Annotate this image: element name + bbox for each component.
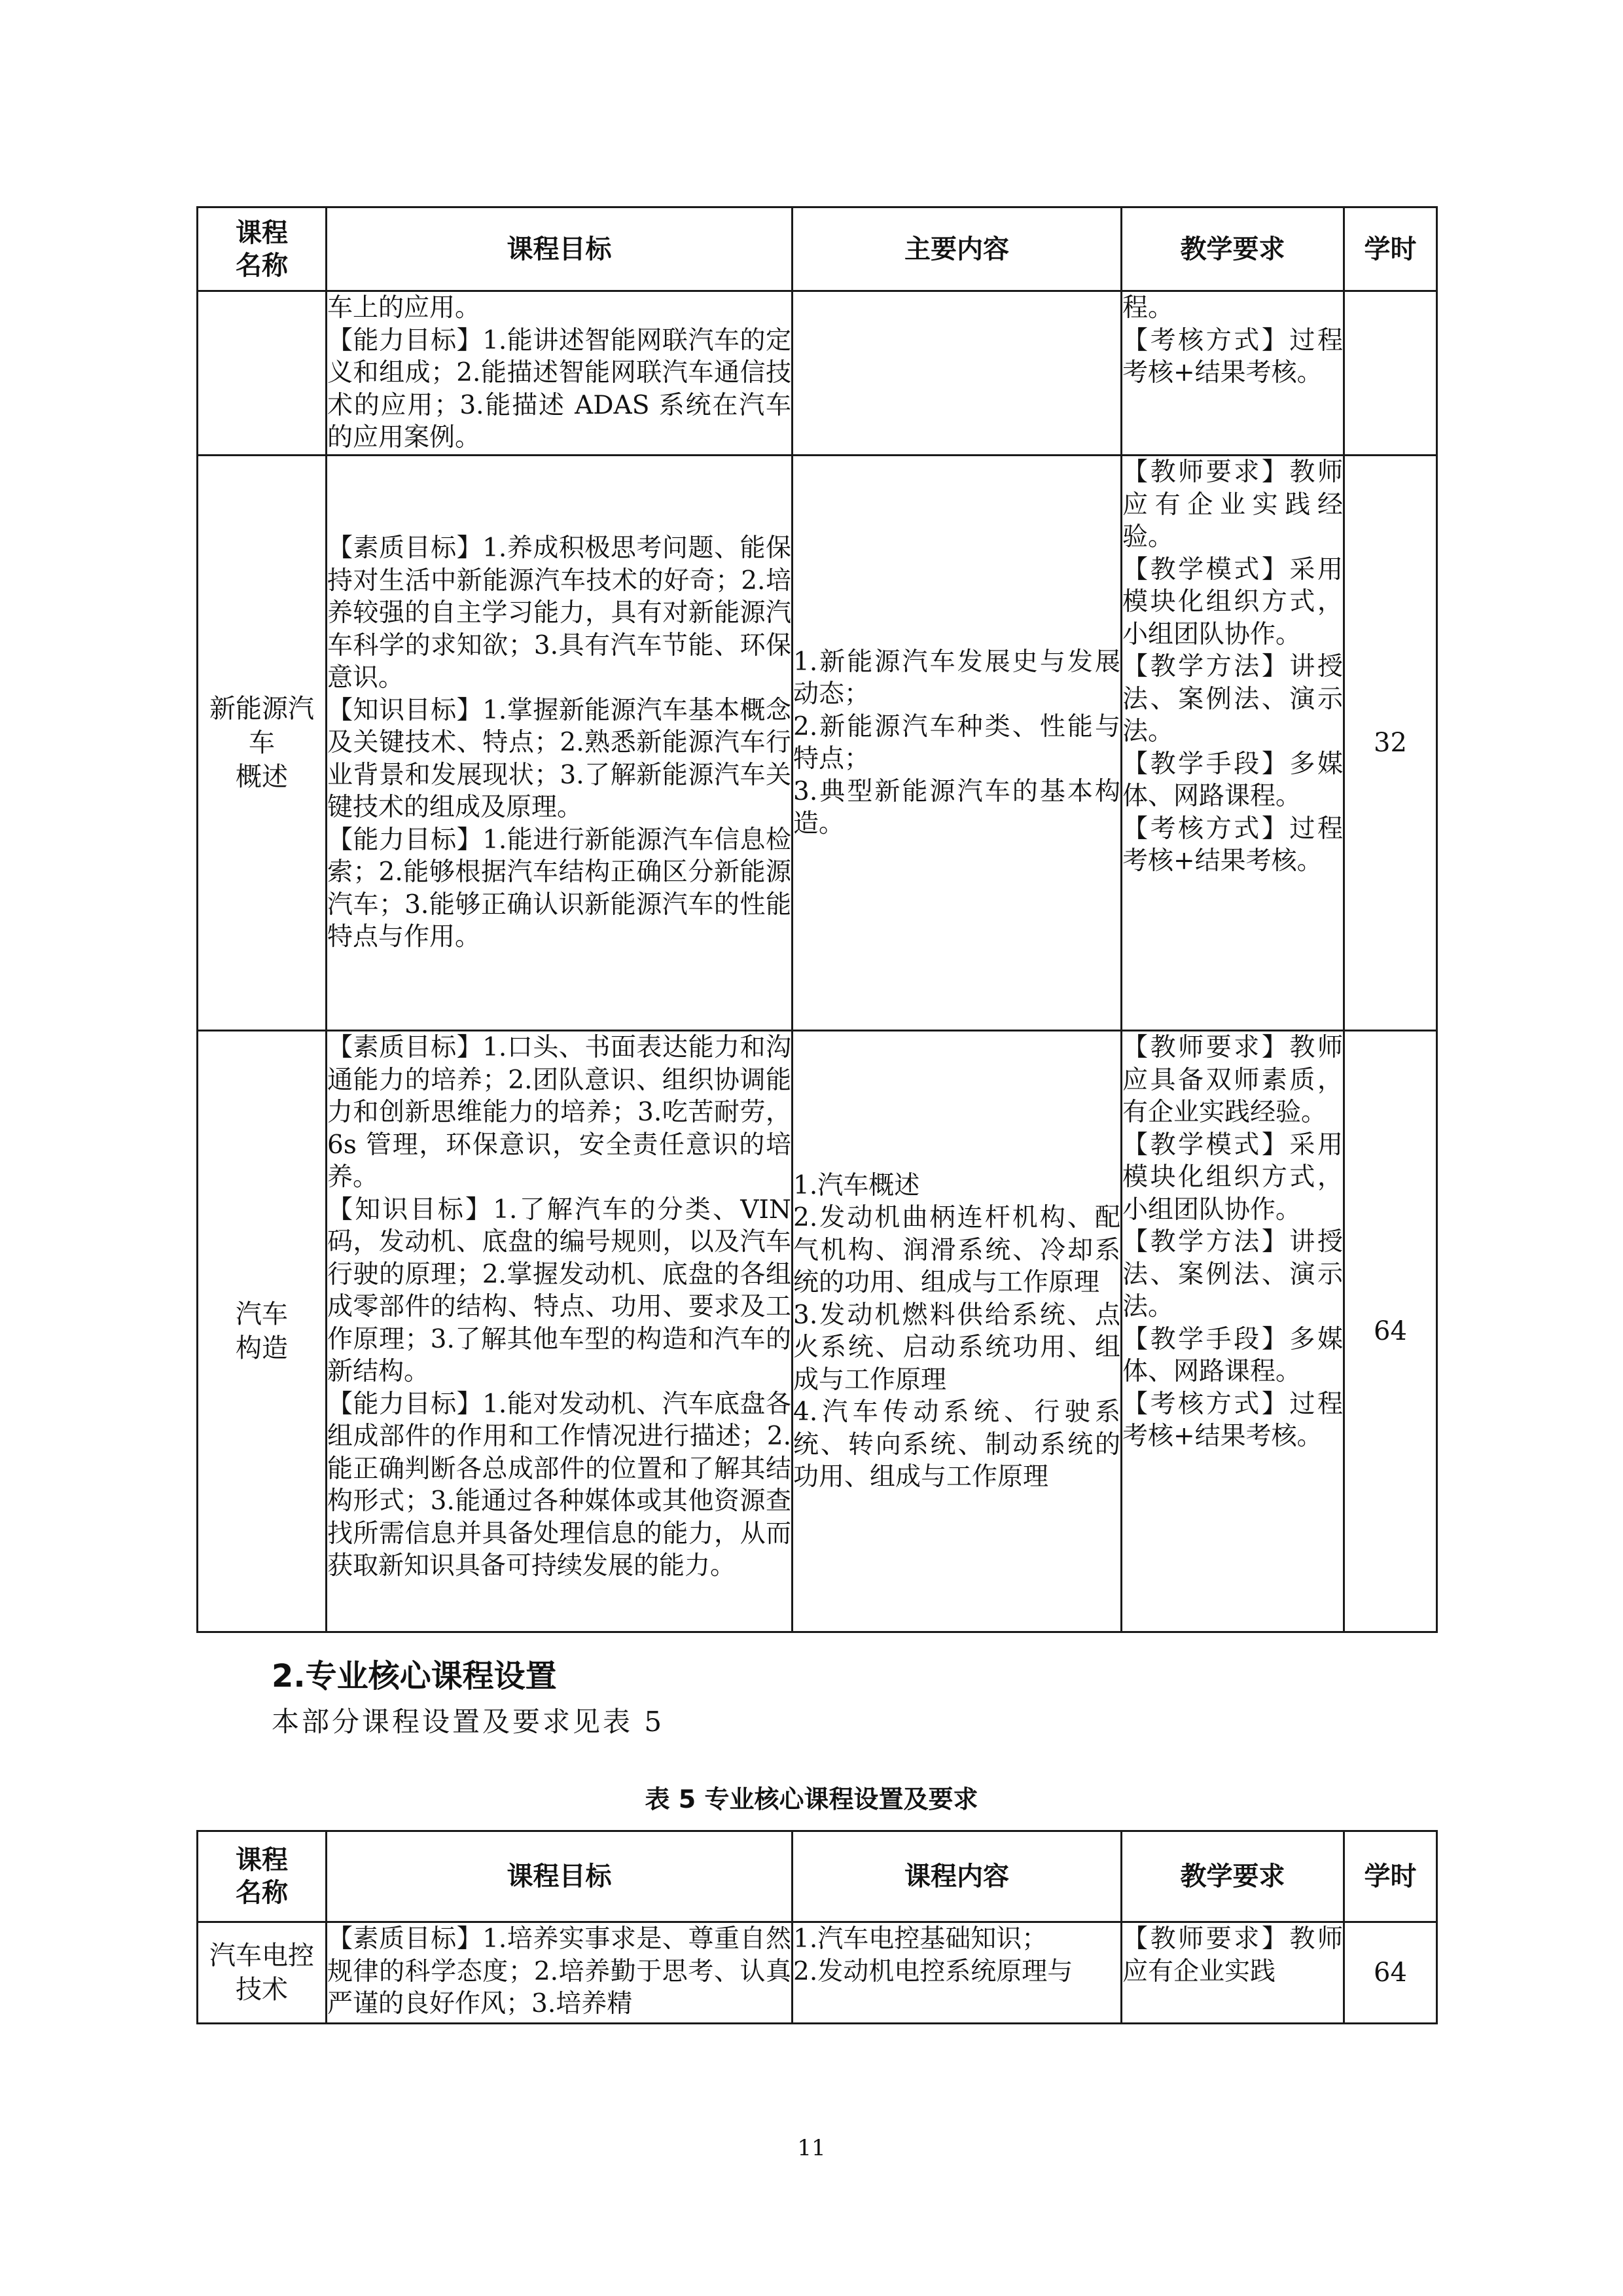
course-hours: 64 xyxy=(1344,1031,1437,1632)
section-heading: 2.专业核心课程设置 xyxy=(272,1658,557,1695)
course-content: 1.汽车电控基础知识； 2.发动机电控系统原理与 xyxy=(793,1922,1122,2024)
header-course-content: 课程内容 xyxy=(793,1831,1122,1922)
table-row xyxy=(198,1922,1437,2024)
teaching-requirement: 【教师要求】教师应有企业实践 xyxy=(1122,1922,1344,2024)
header-hours: 学时 xyxy=(1344,1831,1437,1922)
page-number: 11 xyxy=(797,2135,826,2161)
course-hours xyxy=(1344,291,1437,456)
course-name: 汽车电控 技术 xyxy=(198,1922,327,2024)
teaching-requirement: 【教师要求】教师应具备双师素质，有企业实践经验。 【教学模式】采用模块化组织方式，小组团队协作。 【教学方法】讲授法、案例法、演示法。 【教学手段】多媒体、网路课程。 【考核方式】过程考核+结果考核。 xyxy=(1122,1031,1344,1632)
table-caption: 表 5 专业核心课程设置及要求 xyxy=(645,1785,978,1814)
header-course-goal: 课程目标 xyxy=(327,207,793,291)
core-course-table xyxy=(196,1830,1438,2024)
course-hours: 32 xyxy=(1344,456,1437,1031)
course-name: 新能源汽 车 概述 xyxy=(198,456,327,1031)
header-course-goal: 课程目标 xyxy=(327,1831,793,1922)
header-teaching-requirement: 教学要求 xyxy=(1122,207,1344,291)
course-content xyxy=(793,291,1122,456)
header-course-name: 课程 名称 xyxy=(198,207,327,291)
table-header-row xyxy=(198,1831,1437,1922)
course-name: 汽车 构造 xyxy=(198,1031,327,1632)
course-goal: 【素质目标】1.培养实事求是、尊重自然规律的科学态度；2.培养勤于思考、认真严谨的良好作风；3.培养精 xyxy=(327,1922,793,2024)
teaching-requirement: 程。 【考核方式】过程考核+结果考核。 xyxy=(1122,291,1344,456)
table-header-row xyxy=(198,207,1437,291)
table-row xyxy=(198,1031,1437,1632)
header-teaching-requirement: 教学要求 xyxy=(1122,1831,1344,1922)
header-main-content: 主要内容 xyxy=(793,207,1122,291)
course-goal: 【素质目标】1.养成积极思考问题、能保持对生活中新能源汽车技术的好奇；2.培养较强的自主学习能力，具有对新能源汽车科学的求知欲；3.具有汽车节能、环保意识。 【知识目标】1.掌握新能源汽车基本概念及关键技术、特点；2.熟悉新能源汽车行业背景和发展现状；3.了解新能源汽车关键技术的组成及原理。 【能力目标】1.能进行新能源汽车信息检索；2.能够根据汽车结构正确区分新能源汽车；3.能够正确认识新能源汽车的性能特点与作用。 xyxy=(327,456,793,1031)
teaching-requirement: 【教师要求】教师应有企业实践经验。 【教学模式】采用模块化组织方式，小组团队协作。 【教学方法】讲授法、案例法、演示法。 【教学手段】多媒体、网路课程。 【考核方式】过程考核+结果考核。 xyxy=(1122,456,1344,1031)
course-content: 1.汽车概述 2.发动机曲柄连杆机构、配气机构、润滑系统、冷却系统的功用、组成与工作原理 3.发动机燃料供给系统、点火系统、启动系统功用、组成与工作原理 4.汽车传动系统、行驶系统、转向系统、制动系统的功用、组成与工作原理 xyxy=(793,1031,1122,1632)
course-goal: 车上的应用。 【能力目标】1.能讲述智能网联汽车的定义和组成；2.能描述智能网联汽车通信技术的应用；3.能描述 ADAS 系统在汽车的应用案例。 xyxy=(327,291,793,456)
table-row xyxy=(198,456,1437,1031)
course-table-continued xyxy=(196,206,1438,1633)
section-paragraph: 本部分课程设置及要求见表 5 xyxy=(272,1706,665,1738)
course-content: 1.新能源汽车发展史与发展动态； 2.新能源汽车种类、性能与特点； 3.典型新能源汽车的基本构造。 xyxy=(793,456,1122,1031)
course-goal: 【素质目标】1.口头、书面表达能力和沟通能力的培养；2.团队意识、组织协调能力和创新思维能力的培养；3.吃苦耐劳，6s 管理，环保意识，安全责任意识的培养。 【知识目标】1.了解汽车的分类、VIN 码，发动机、底盘的编号规则，以及汽车行驶的原理；2.掌握发动机、底盘的各组成零部件的结构、特点、功用、要求及工作原理；3.了解其他车型的构造和汽车的新结构。 【能力目标】1.能对发动机、汽车底盘各组成部件的作用和工作情况进行描述；2.能正确判断各总成部件的位置和了解其结构形式；3.能通过各种媒体或其他资源查找所需信息并具备处理信息的能力，从而获取新知识具备可持续发展的能力。 xyxy=(327,1031,793,1632)
course-hours: 64 xyxy=(1344,1922,1437,2024)
table-row xyxy=(198,291,1437,456)
course-name xyxy=(198,291,327,456)
header-course-name: 课程 名称 xyxy=(198,1831,327,1922)
header-hours: 学时 xyxy=(1344,207,1437,291)
